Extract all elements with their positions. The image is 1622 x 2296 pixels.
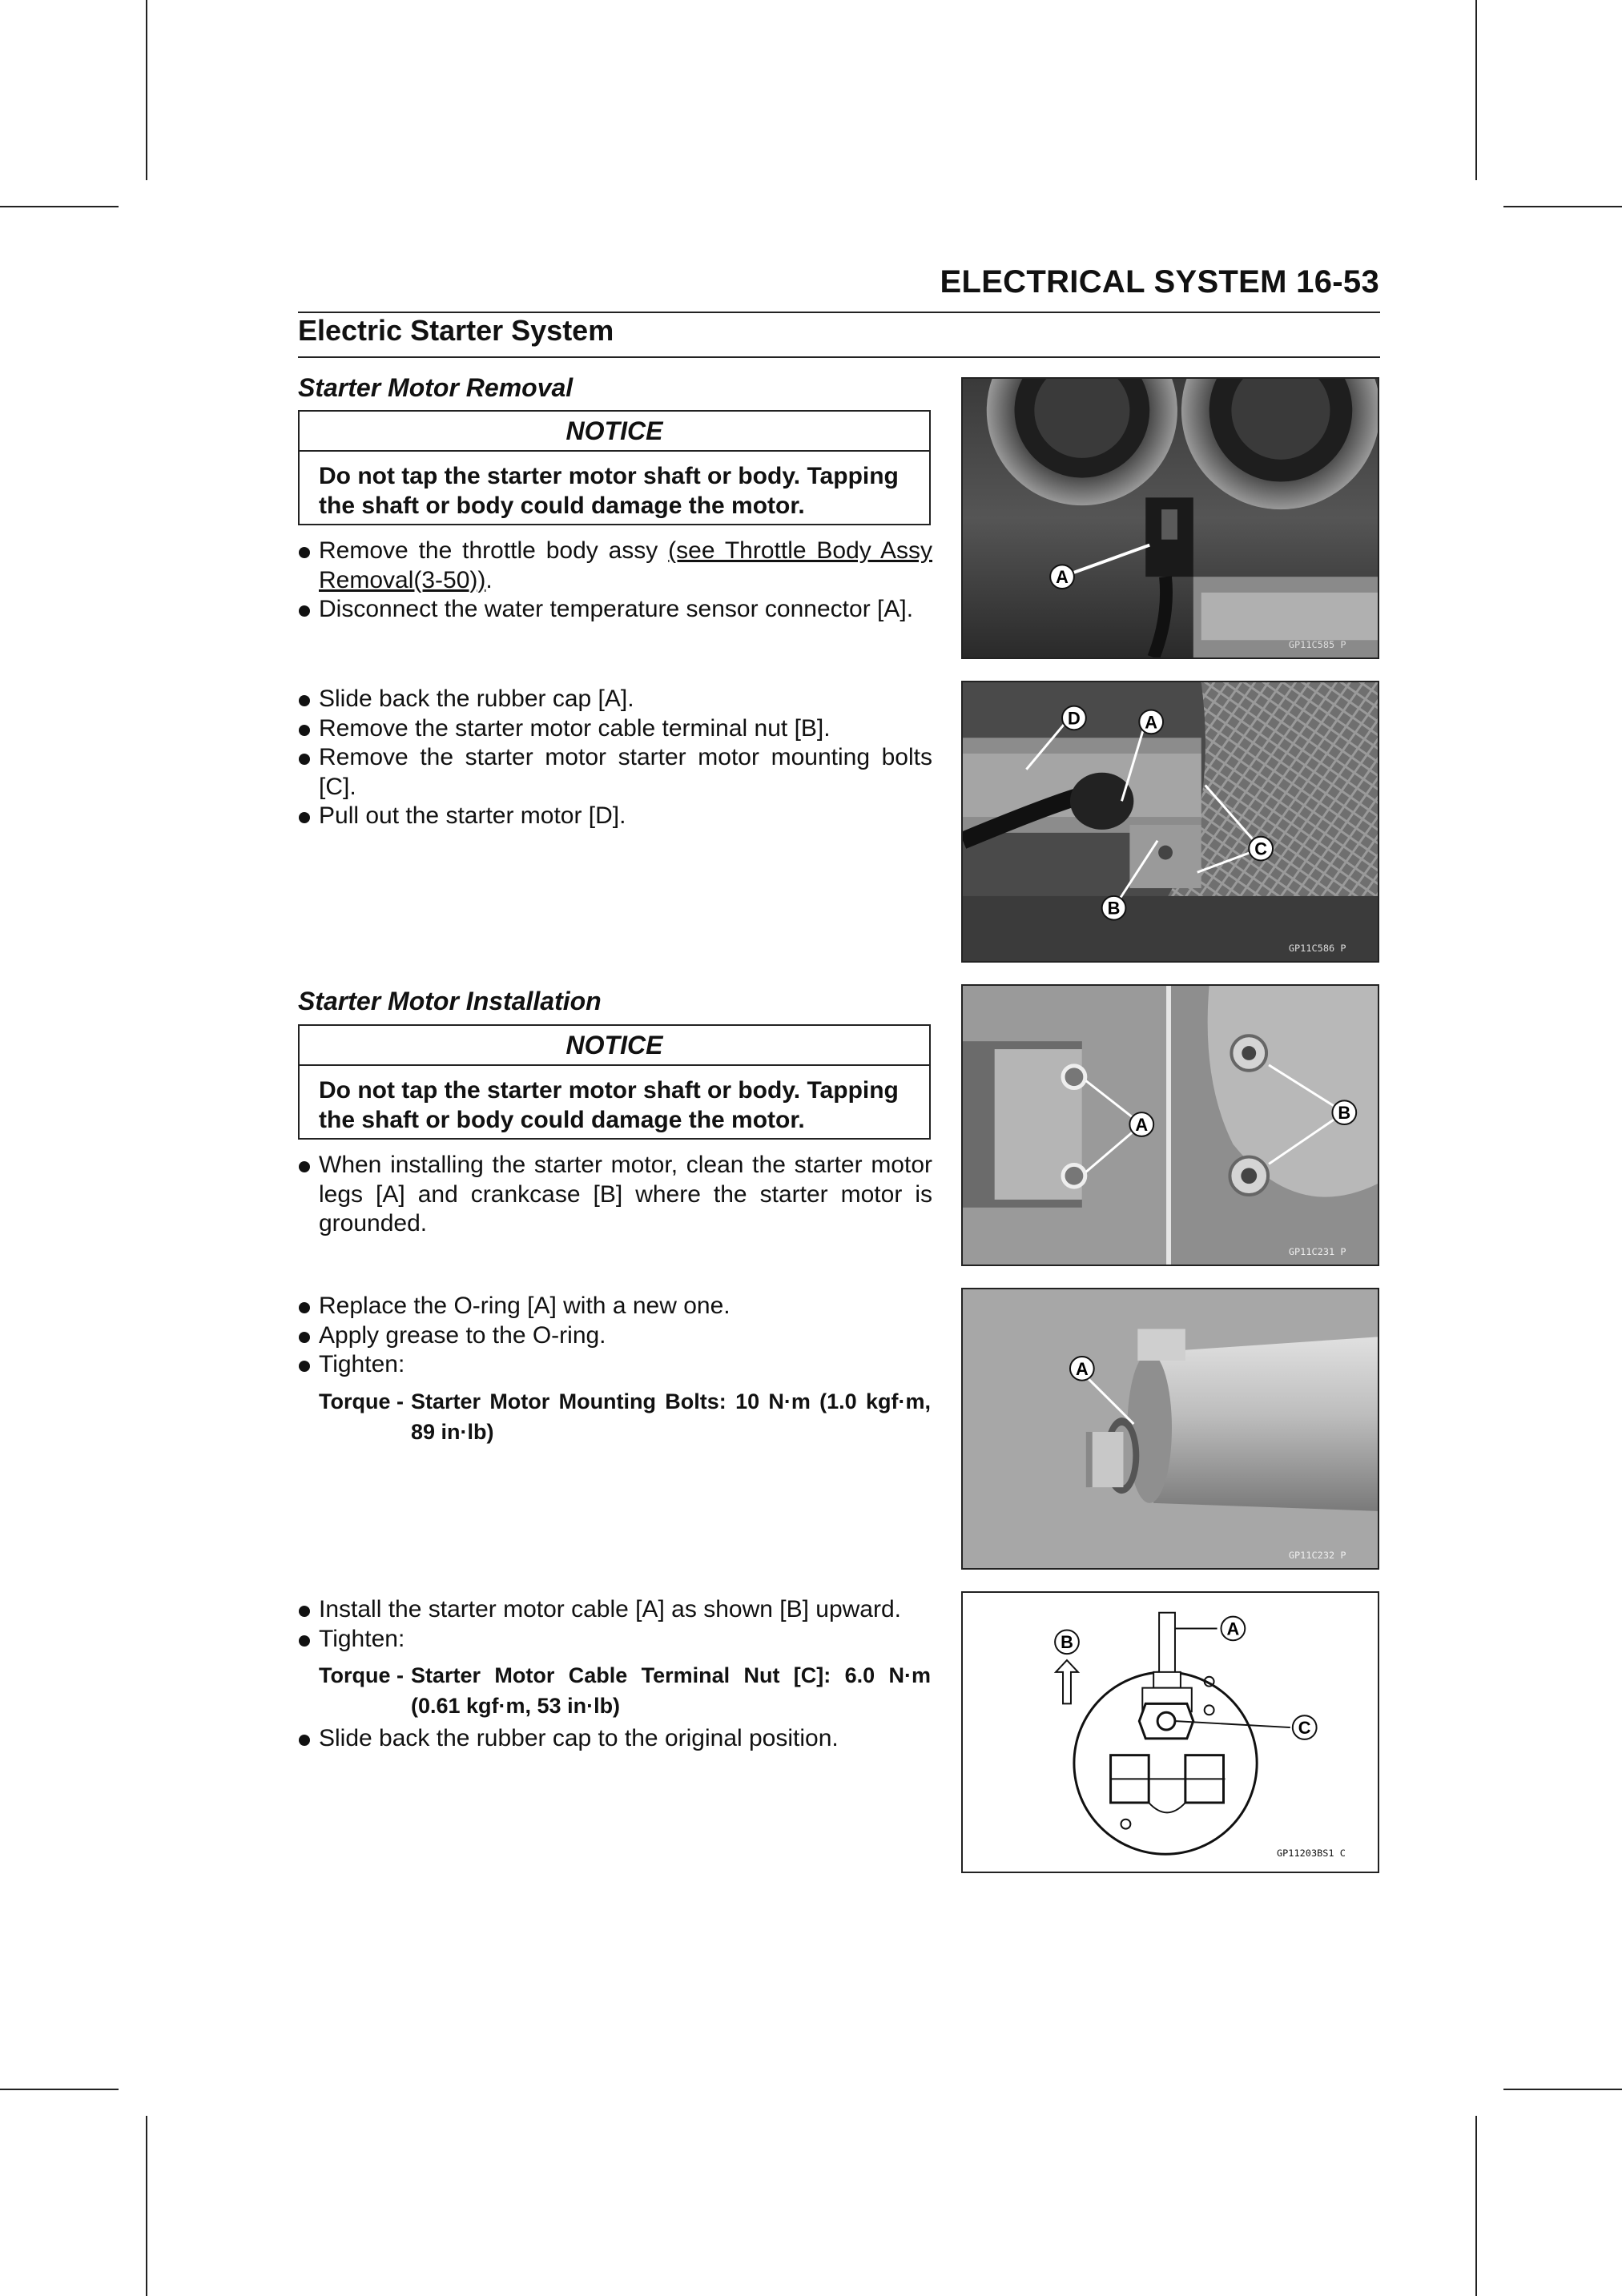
callout-d: D — [1068, 708, 1081, 729]
callout-a: A — [1135, 1114, 1149, 1135]
notice-body: Do not tap the starter motor shaft or body. Tapping the shaft or body could damage the motor. — [319, 1077, 899, 1133]
notice-title: NOTICE — [300, 1026, 929, 1066]
torque-label: Torque - — [319, 1663, 404, 1687]
callout-a: A — [1075, 1358, 1089, 1379]
step-text: Replace the O-ring [A] with a new one. — [319, 1293, 731, 1319]
list-item — [298, 1151, 932, 1239]
torque-value: Starter Motor Mounting Bolts: 10 N·m (1.0 kgf·m, 89 in·lb) — [411, 1389, 931, 1444]
throttle-body-removal-link[interactable]: (see Throttle Body Assy Removal(3-50)) — [319, 537, 933, 593]
step-text: Install the starter motor cable [A] as shown [B] upward. — [319, 1596, 902, 1622]
installation-heading: Starter Motor Installation — [298, 987, 602, 1015]
bullet-icon — [299, 605, 310, 617]
crop-mark — [1503, 206, 1622, 207]
callout-a: A — [1145, 712, 1158, 733]
bullet-icon — [299, 812, 310, 823]
step-text: Remove the starter motor cable terminal nut [B]. — [319, 714, 831, 742]
figure-code: GP11C586 P — [1288, 943, 1346, 955]
up-arrow-icon — [1056, 1660, 1078, 1703]
removal-notice-box — [298, 410, 931, 525]
step-text: Slide back the rubber cap [A]. — [319, 686, 634, 712]
bullet-icon — [299, 725, 310, 736]
list-item — [298, 1724, 932, 1754]
figure-code: GP11C585 P — [1288, 639, 1346, 651]
crop-mark — [0, 2089, 119, 2090]
list-item — [298, 1321, 932, 1351]
page-header-title: ELECTRICAL SYSTEM 16-53 — [940, 264, 1379, 300]
torque-label: Torque - — [319, 1389, 404, 1413]
list-item — [298, 1625, 932, 1655]
step-text: Pull out the starter motor [D]. — [319, 802, 626, 829]
bullet-icon — [299, 547, 310, 558]
bullet-icon — [299, 1606, 310, 1617]
section-rule — [298, 356, 1380, 358]
crop-mark — [0, 206, 119, 207]
step-text: Slide back the rubber cap to the original position. — [319, 1725, 839, 1751]
figure-motor-legs-crankcase-photo — [961, 984, 1379, 1266]
step-text: Apply grease to the O-ring. — [319, 1321, 606, 1349]
figure-starter-terminal-photo — [961, 681, 1379, 963]
figure-code: GP11C231 P — [1288, 1246, 1346, 1258]
callout-b: B — [1061, 1632, 1073, 1653]
bullet-icon — [299, 1735, 310, 1746]
bullet-icon — [299, 1635, 310, 1647]
crop-mark — [146, 0, 147, 180]
step-text: Remove the starter motor starter motor mounting bolts [C]. — [319, 744, 932, 800]
step-text: Remove the throttle body assy — [319, 537, 669, 564]
bullet-icon — [299, 1161, 310, 1172]
bullet-icon — [299, 1332, 310, 1343]
bullet-icon — [299, 695, 310, 706]
list-item — [298, 802, 932, 831]
callout-c: C — [1254, 838, 1268, 859]
bullet-icon — [299, 1302, 310, 1313]
figure-o-ring-photo — [961, 1288, 1379, 1570]
list-item — [298, 685, 932, 714]
callout-b: B — [1107, 898, 1121, 919]
step-text: Tighten: — [319, 1625, 405, 1652]
notice-body: Do not tap the starter motor shaft or body. Tapping the shaft or body could damage the motor. — [319, 463, 899, 519]
figure-code: GP11C232 P — [1288, 1550, 1346, 1562]
installation-steps-3 — [298, 1595, 932, 1654]
removal-steps-1 — [298, 537, 932, 625]
list-item — [298, 714, 932, 744]
list-item — [298, 537, 932, 595]
installation-notice-box — [298, 1024, 931, 1140]
crop-mark — [1503, 2089, 1622, 2090]
list-item — [298, 595, 932, 625]
callout-a: A — [1056, 567, 1069, 588]
installation-steps-1 — [298, 1151, 932, 1239]
installation-steps-2 — [298, 1292, 932, 1380]
notice-title: NOTICE — [300, 412, 929, 452]
callout-b: B — [1338, 1103, 1351, 1124]
crop-mark — [146, 2116, 147, 2296]
step-text: When installing the starter motor, clean the starter motor legs [A] and crankcase [B] where the starter motor is grounded. — [319, 1152, 932, 1236]
installation-steps-4 — [298, 1724, 932, 1754]
torque-value: Starter Motor Cable Terminal Nut [C]: 6.0 N·m (0.61 kgf·m, 53 in·lb) — [411, 1663, 931, 1718]
list-item — [298, 1350, 932, 1380]
crop-mark — [1475, 0, 1477, 180]
callout-a: A — [1226, 1618, 1240, 1639]
bullet-icon — [299, 1361, 310, 1372]
crop-mark — [1475, 2116, 1477, 2296]
callout-c: C — [1298, 1718, 1311, 1738]
figure-cable-routing-diagram — [961, 1591, 1379, 1873]
bullet-icon — [299, 754, 310, 765]
list-item — [298, 1292, 932, 1321]
figure-water-temp-connector-photo — [961, 377, 1379, 659]
header-rule — [298, 312, 1380, 313]
removal-heading: Starter Motor Removal — [298, 373, 574, 402]
list-item — [298, 743, 932, 802]
step-text: Disconnect the water temperature sensor connector [A]. — [319, 596, 914, 622]
list-item — [298, 1595, 932, 1625]
figure-code: GP11203BS1 C — [1276, 1848, 1346, 1860]
step-text-end: . — [485, 566, 493, 593]
step-text: Tighten: — [319, 1351, 405, 1377]
section-title: Electric Starter System — [298, 314, 614, 347]
removal-steps-2 — [298, 685, 932, 831]
